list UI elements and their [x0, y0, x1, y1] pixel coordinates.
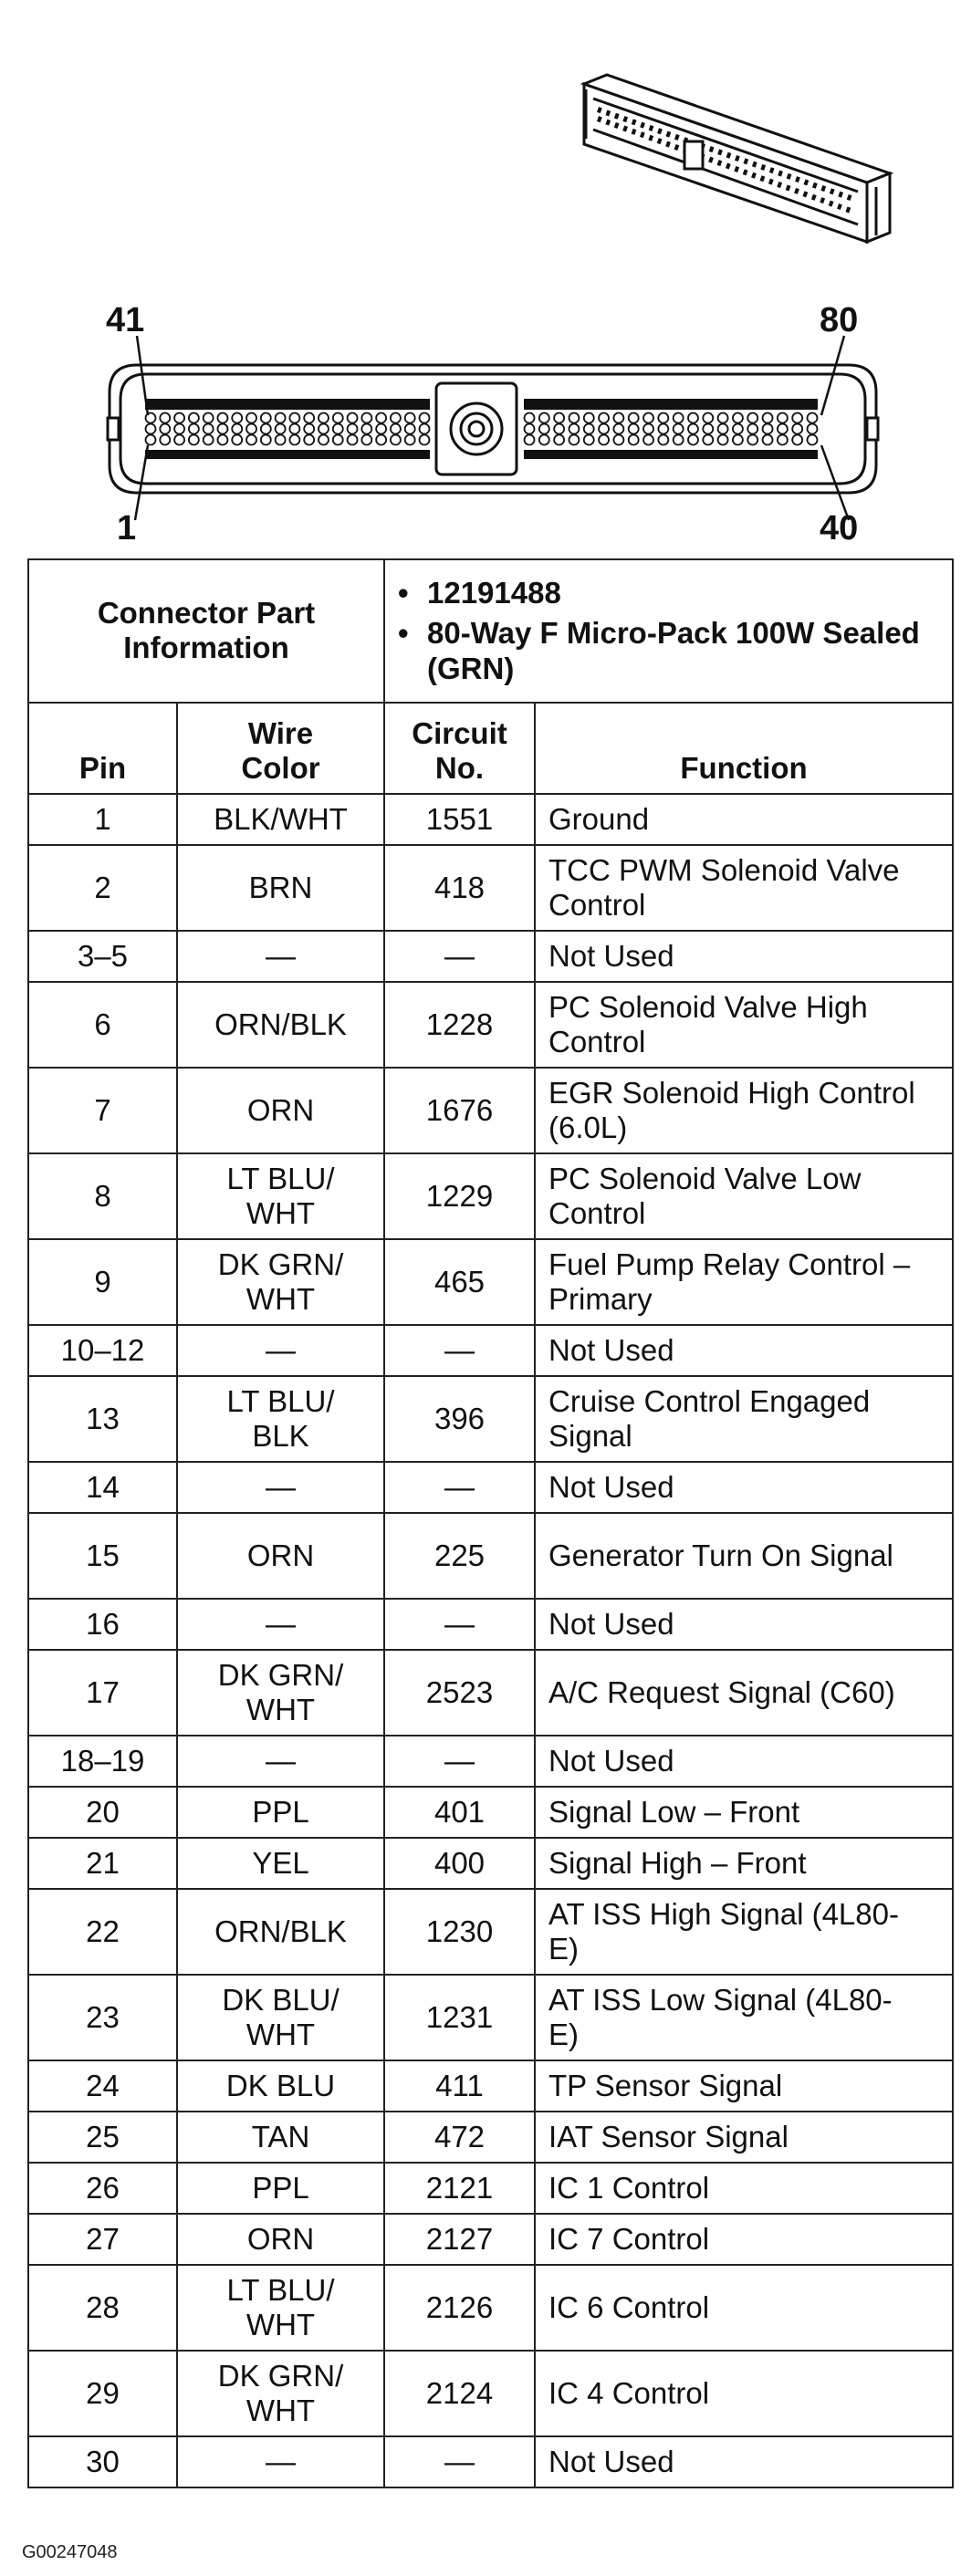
pin-cavity: [554, 435, 564, 445]
pin-cell: 9: [28, 1239, 177, 1325]
pin-cavity: [376, 424, 386, 434]
circuit-cell: —: [384, 1325, 535, 1376]
pin-cavity: [189, 424, 199, 434]
pin-cavity: [289, 424, 299, 434]
pin-cavity: [599, 435, 609, 445]
pin-cavity: [539, 424, 549, 434]
wire-color-cell: —: [177, 931, 384, 982]
connector-description-text: 80-Way F Micro-Pack 100W Sealed (GRN): [427, 615, 920, 686]
wire-color-cell: —: [177, 1325, 384, 1376]
circuit-cell: 2121: [384, 2163, 535, 2214]
pin-cavity: [391, 435, 401, 445]
pin-cavity: [747, 435, 757, 445]
pin-cavity: [763, 424, 773, 434]
pin-cavity: [554, 424, 564, 434]
wire-color-cell: ORN/BLK: [177, 1889, 384, 1975]
pin-cavity: [584, 435, 594, 445]
circuit-cell: 1230: [384, 1889, 535, 1975]
pin-cavity: [718, 435, 728, 445]
table-row: [28, 1838, 953, 1889]
pin-cavity: [658, 424, 668, 434]
pin-cavity: [246, 424, 256, 434]
table-row: [28, 1239, 953, 1325]
column-header-pin: Pin: [28, 703, 177, 794]
pin-cavity: [261, 424, 271, 434]
wire-color-cell: DK GRN/ WHT: [177, 1650, 384, 1736]
wire-color-cell: BRN: [177, 845, 384, 931]
function-cell: A/C Request Signal (C60): [535, 1650, 953, 1736]
function-cell: IC 7 Control: [535, 2214, 953, 2265]
pin-cavity: [361, 424, 371, 434]
wire-color-cell: LT BLU/ WHT: [177, 2265, 384, 2351]
pin-cavity: [733, 424, 743, 434]
connector-illustration: [0, 0, 961, 561]
table-row: [28, 1376, 953, 1462]
function-cell: Fuel Pump Relay Control – Primary: [535, 1239, 953, 1325]
pin-cavity: [629, 424, 639, 434]
pin-label-40: 40: [820, 509, 859, 548]
pin-cavity: [778, 424, 788, 434]
pin-cavity: [733, 413, 743, 423]
circuit-cell: —: [384, 1599, 535, 1650]
pin-cavity: [718, 424, 728, 434]
pin-cavity: [405, 413, 415, 423]
pin-cavity: [276, 413, 286, 423]
pinout-table: [27, 558, 954, 2488]
pin-cell: 27: [28, 2214, 177, 2265]
table-row: [28, 1325, 953, 1376]
pin-cavity: [146, 424, 156, 434]
function-cell: Not Used: [535, 1736, 953, 1787]
connector-description: • 80-Way F Micro-Pack 100W Sealed (GRN): [398, 615, 939, 687]
pin-cell: 2: [28, 845, 177, 931]
pin-cell: 8: [28, 1153, 177, 1239]
pin-cavity: [276, 435, 286, 445]
table-row: [28, 2163, 953, 2214]
pin-cavity: [304, 413, 314, 423]
pin-cavity: [333, 435, 343, 445]
pin-cavity: [747, 424, 757, 434]
pin-cavity: [569, 413, 579, 423]
figure-code: G00247048: [22, 2542, 118, 2562]
pin-cavity: [319, 413, 329, 423]
circuit-cell: 401: [384, 1787, 535, 1838]
circuit-cell: 2124: [384, 2351, 535, 2436]
circuit-cell: 465: [384, 1239, 535, 1325]
table-row: [28, 1513, 953, 1599]
wire-color-cell: DK BLU: [177, 2060, 384, 2112]
pin-cavity: [643, 413, 653, 423]
pin-cavity: [792, 413, 802, 423]
pin-cavity: [217, 435, 227, 445]
pin-cavity: [613, 413, 623, 423]
pin-cavity: [348, 424, 358, 434]
pin-cavity: [674, 424, 684, 434]
pin-cavity: [348, 413, 358, 423]
pin-cell: 30: [28, 2436, 177, 2487]
function-cell: IC 1 Control: [535, 2163, 953, 2214]
table-row: [28, 1650, 953, 1736]
function-cell: IC 4 Control: [535, 2351, 953, 2436]
function-cell: Ground: [535, 794, 953, 845]
pin-cavity: [160, 435, 170, 445]
column-header-wire-color: Wire Color: [177, 703, 384, 794]
pin-cavity: [420, 424, 430, 434]
circuit-cell: 1228: [384, 982, 535, 1068]
table-row: [28, 1975, 953, 2060]
pin-cavity: [376, 435, 386, 445]
circuit-cell: 411: [384, 2060, 535, 2112]
pin-cavity: [146, 435, 156, 445]
pin-cavity: [569, 424, 579, 434]
function-cell: Not Used: [535, 2436, 953, 2487]
pin-cavity: [808, 413, 818, 423]
wire-color-cell: —: [177, 2436, 384, 2487]
wire-color-cell: PPL: [177, 1787, 384, 1838]
function-cell: AT ISS Low Signal (4L80-E): [535, 1975, 953, 2060]
pin-cavity: [792, 424, 802, 434]
circuit-cell: —: [384, 2436, 535, 2487]
pin-cavity: [525, 413, 535, 423]
circuit-cell: 2126: [384, 2265, 535, 2351]
pin-cell: 28: [28, 2265, 177, 2351]
pin-cavity: [261, 413, 271, 423]
circuit-cell: 1231: [384, 1975, 535, 2060]
function-cell: PC Solenoid Valve Low Control: [535, 1153, 953, 1239]
pin-cavity: [174, 424, 184, 434]
circuit-cell: 225: [384, 1513, 535, 1599]
pin-cavity: [629, 413, 639, 423]
pin-cell: 10–12: [28, 1325, 177, 1376]
pin-cavity: [674, 413, 684, 423]
table-row: [28, 2214, 953, 2265]
circuit-cell: 1676: [384, 1068, 535, 1153]
pin-cavity: [763, 413, 773, 423]
table-row: [28, 794, 953, 845]
pin-cavity: [304, 435, 314, 445]
table-row: [28, 1068, 953, 1153]
pin-cavity: [539, 413, 549, 423]
pin-cavity: [599, 413, 609, 423]
pin-cavity: [204, 424, 214, 434]
connector-part-information-label: Connector Part Information: [28, 559, 384, 703]
wire-color-cell: —: [177, 1599, 384, 1650]
pin-cavity: [361, 413, 371, 423]
table-row: [28, 845, 953, 931]
pin-cavity: [391, 424, 401, 434]
pin-cavity: [778, 413, 788, 423]
wire-color-cell: —: [177, 1462, 384, 1513]
pin-cavity: [584, 424, 594, 434]
pin-cell: 3–5: [28, 931, 177, 982]
table-row: [28, 2265, 953, 2351]
pin-label-1: 1: [117, 509, 137, 548]
pin-cell: 25: [28, 2112, 177, 2163]
table-row: [28, 1153, 953, 1239]
pin-cell: 21: [28, 1838, 177, 1889]
column-header-circuit-no: Circuit No.: [384, 703, 535, 794]
pin-cavity: [405, 424, 415, 434]
wire-color-cell: DK GRN/ WHT: [177, 1239, 384, 1325]
function-cell: PC Solenoid Valve High Control: [535, 982, 953, 1068]
table-row: [28, 1599, 953, 1650]
pin-cell: 18–19: [28, 1736, 177, 1787]
table-row: [28, 1462, 953, 1513]
table-row: [28, 1889, 953, 1975]
table-row: [28, 1736, 953, 1787]
table-row: [28, 1787, 953, 1838]
function-cell: TP Sensor Signal: [535, 2060, 953, 2112]
pin-cavity: [174, 435, 184, 445]
table-row: [28, 2060, 953, 2112]
table-row: [28, 931, 953, 982]
table-row: [28, 2351, 953, 2436]
wire-color-cell: DK GRN/ WHT: [177, 2351, 384, 2436]
function-cell: Generator Turn On Signal: [535, 1513, 953, 1599]
circuit-cell: 418: [384, 845, 535, 931]
circuit-cell: 1551: [384, 794, 535, 845]
wire-color-cell: BLK/WHT: [177, 794, 384, 845]
circuit-cell: —: [384, 931, 535, 982]
pin-cavity: [599, 424, 609, 434]
function-cell: EGR Solenoid High Control (6.0L): [535, 1068, 953, 1153]
pin-cavity: [747, 413, 757, 423]
pin-cavity: [554, 413, 564, 423]
pin-cavity: [703, 424, 713, 434]
pin-cavity: [778, 435, 788, 445]
pin-cavity: [539, 435, 549, 445]
circuit-cell: 396: [384, 1376, 535, 1462]
wire-color-cell: YEL: [177, 1838, 384, 1889]
pin-cavity: [718, 413, 728, 423]
pin-cavity: [376, 413, 386, 423]
table-row: [28, 2436, 953, 2487]
wire-color-cell: LT BLU/ BLK: [177, 1376, 384, 1462]
connector-part-details: [384, 559, 953, 703]
pin-cavity: [232, 435, 242, 445]
connector-part-number: • 12191488: [398, 576, 561, 610]
connector-diagram: [0, 0, 961, 561]
pin-cavity: [319, 435, 329, 445]
pin-cavity: [703, 413, 713, 423]
wire-color-cell: DK BLU/ WHT: [177, 1975, 384, 2060]
pin-cell: 7: [28, 1068, 177, 1153]
circuit-cell: 472: [384, 2112, 535, 2163]
pin-cell: 14: [28, 1462, 177, 1513]
function-cell: Not Used: [535, 931, 953, 982]
pin-cavity: [217, 424, 227, 434]
function-cell: Cruise Control Engaged Signal: [535, 1376, 953, 1462]
circuit-cell: —: [384, 1462, 535, 1513]
pin-cavity: [703, 435, 713, 445]
function-cell: Signal High – Front: [535, 1838, 953, 1889]
function-cell: Not Used: [535, 1599, 953, 1650]
pin-cavity: [276, 424, 286, 434]
pin-cavity: [217, 413, 227, 423]
wire-color-cell: TAN: [177, 2112, 384, 2163]
pin-cavity: [204, 413, 214, 423]
pin-cavity: [261, 435, 271, 445]
pin-cavity: [160, 413, 170, 423]
pin-cavity: [613, 435, 623, 445]
pin-cavity: [613, 424, 623, 434]
pin-cell: 20: [28, 1787, 177, 1838]
pin-cavity: [584, 413, 594, 423]
pin-cavity: [391, 413, 401, 423]
wire-color-cell: ORN: [177, 1068, 384, 1153]
pin-cavity: [688, 424, 698, 434]
pin-cavity: [808, 435, 818, 445]
circuit-cell: 2523: [384, 1650, 535, 1736]
pin-cavity: [808, 424, 818, 434]
pin-cavity: [232, 424, 242, 434]
pin-label-80: 80: [820, 301, 859, 339]
pin-cell: 13: [28, 1376, 177, 1462]
connector-info-row: [28, 559, 953, 703]
part-number-text: 12191488: [427, 576, 561, 610]
function-cell: IC 6 Control: [535, 2265, 953, 2351]
pin-cavity: [333, 413, 343, 423]
pin-cell: 23: [28, 1975, 177, 2060]
pin-cell: 6: [28, 982, 177, 1068]
circuit-cell: 400: [384, 1838, 535, 1889]
pin-cavity: [289, 413, 299, 423]
pin-cavity: [792, 435, 802, 445]
function-cell: AT ISS High Signal (4L80-E): [535, 1889, 953, 1975]
pin-cavity: [333, 424, 343, 434]
column-header-function: Function: [535, 703, 953, 794]
pin-label-41: 41: [106, 301, 145, 339]
pin-cell: 29: [28, 2351, 177, 2436]
pin-cavity: [674, 435, 684, 445]
function-cell: Not Used: [535, 1462, 953, 1513]
pin-cavity: [361, 435, 371, 445]
pin-cavity: [405, 435, 415, 445]
pin-cavity: [643, 424, 653, 434]
pin-cell: 26: [28, 2163, 177, 2214]
pin-cavity: [304, 424, 314, 434]
pin-cavity: [733, 435, 743, 445]
wire-color-cell: LT BLU/ WHT: [177, 1153, 384, 1239]
pin-cavity: [289, 435, 299, 445]
circuit-cell: 2127: [384, 2214, 535, 2265]
column-header-row: [28, 703, 953, 794]
pin-cavity: [232, 413, 242, 423]
pin-cell: 24: [28, 2060, 177, 2112]
pin-cavity: [246, 435, 256, 445]
function-cell: TCC PWM Solenoid Valve Control: [535, 845, 953, 931]
pin-cavity: [629, 435, 639, 445]
pin-cavity: [525, 435, 535, 445]
pin-cavity: [319, 424, 329, 434]
table-row: [28, 2112, 953, 2163]
pin-cell: 15: [28, 1513, 177, 1599]
wire-color-cell: ORN: [177, 2214, 384, 2265]
pin-cell: 17: [28, 1650, 177, 1736]
function-cell: IAT Sensor Signal: [535, 2112, 953, 2163]
pin-cavity: [763, 435, 773, 445]
pin-cavity: [658, 435, 668, 445]
pin-cavity: [204, 435, 214, 445]
wire-color-cell: ORN: [177, 1513, 384, 1599]
pin-cavity: [246, 413, 256, 423]
connector-3d-icon: [584, 75, 890, 242]
pin-cavity: [420, 435, 430, 445]
pin-cavity: [643, 435, 653, 445]
pin-cavity: [525, 424, 535, 434]
pin-cavity: [569, 435, 579, 445]
pin-cavity: [658, 413, 668, 423]
pin-cavity: [420, 413, 430, 423]
function-cell: Signal Low – Front: [535, 1787, 953, 1838]
wire-color-cell: ORN/BLK: [177, 982, 384, 1068]
pin-cavity: [688, 413, 698, 423]
wire-color-cell: —: [177, 1736, 384, 1787]
pin-cavity: [174, 413, 184, 423]
pin-cavity: [688, 435, 698, 445]
circuit-cell: 1229: [384, 1153, 535, 1239]
pin-cavity: [348, 435, 358, 445]
pin-cavity: [189, 435, 199, 445]
pin-cell: 22: [28, 1889, 177, 1975]
circuit-cell: —: [384, 1736, 535, 1787]
pin-cavity: [160, 424, 170, 434]
pin-cell: 1: [28, 794, 177, 845]
table-row: [28, 982, 953, 1068]
pin-cavity: [189, 413, 199, 423]
pin-cell: 16: [28, 1599, 177, 1650]
function-cell: Not Used: [535, 1325, 953, 1376]
wire-color-cell: PPL: [177, 2163, 384, 2214]
